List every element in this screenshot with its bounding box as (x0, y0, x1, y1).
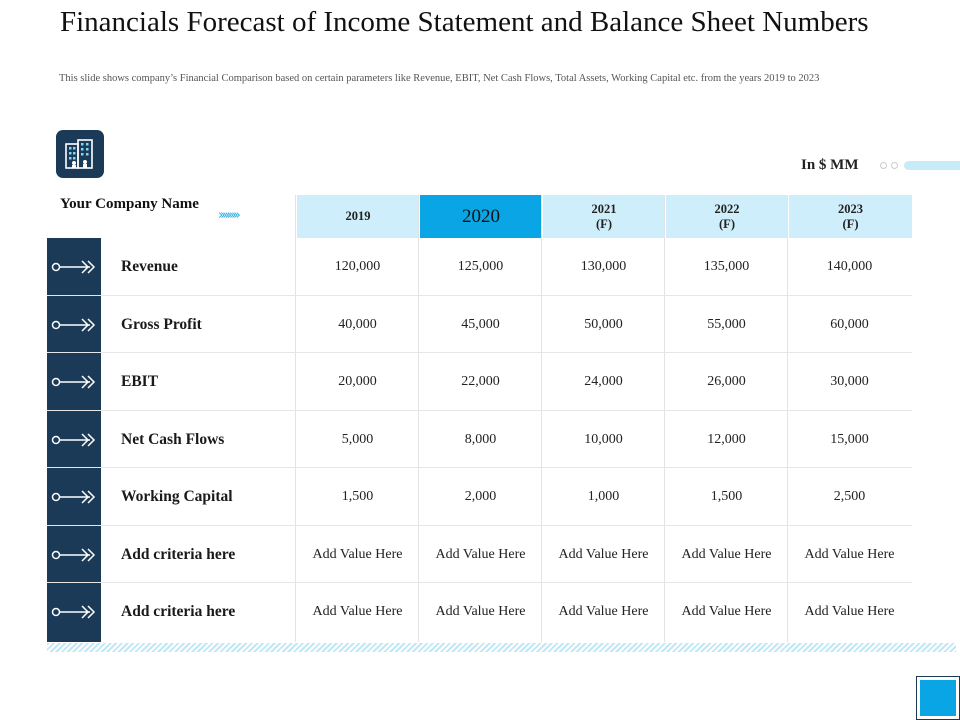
table-cell: 55,000 (707, 316, 746, 332)
table-cell: 2,000 (464, 489, 497, 504)
decor-pill (904, 161, 960, 170)
table-cell: 5,000 (341, 431, 374, 447)
arrow-icon (50, 430, 98, 450)
year-header-label: 2019 (345, 209, 371, 223)
table-cell: 20,000 (338, 374, 377, 389)
arrow-icon (50, 257, 98, 277)
year-header-label: 2020 (462, 206, 500, 227)
table-cell: 125,000 (457, 259, 504, 274)
row-label: EBIT (121, 373, 159, 390)
table-cell: Add Value Here (681, 604, 772, 619)
arrow-icon (50, 372, 98, 392)
table-cell: 15,000 (830, 431, 869, 447)
buildings-icon (56, 130, 104, 178)
units-label: In $ MM (801, 157, 859, 173)
table-cell: 1,000 (587, 489, 620, 504)
decor-hatch-strip (47, 643, 956, 652)
table-cell: 120,000 (334, 259, 381, 274)
year-header-2019 (296, 195, 419, 238)
table-cell: 135,000 (703, 259, 750, 274)
table-cell: Add Value Here (558, 604, 649, 619)
arrow-icon (50, 487, 98, 507)
arrow-icon (50, 545, 98, 565)
table-row (47, 583, 912, 641)
table-cell: 22,000 (461, 374, 500, 389)
table-cell: Add Value Here (681, 546, 772, 562)
table-row (47, 353, 912, 411)
decor-dot (880, 162, 887, 169)
table-row (47, 411, 912, 469)
year-header-suffix: (F) (596, 216, 612, 231)
row-label: Revenue (121, 258, 178, 275)
year-header-suffix: (F) (842, 216, 859, 231)
table-cell: Add Value Here (435, 604, 526, 619)
table-cell: 8,000 (464, 431, 497, 447)
year-header-2022 (665, 195, 788, 238)
table-cell: 24,000 (584, 374, 623, 389)
table-cell: 140,000 (826, 259, 873, 274)
row-label: Net Cash Flows (121, 430, 225, 448)
year-header-2021 (542, 195, 665, 238)
row-label: Add criteria here (121, 545, 236, 563)
table-row (47, 526, 912, 584)
table-row (47, 468, 912, 526)
year-header-label: 2023 (838, 201, 863, 216)
year-header-label: 2021 (591, 201, 617, 216)
chevron-right-icon: ››››››››› (218, 208, 238, 223)
table-row (47, 296, 912, 354)
row-label: Working Capital (121, 488, 233, 505)
table-cell: 2,500 (833, 489, 866, 504)
table-cell: 60,000 (830, 316, 869, 332)
slide-title: Financials Forecast of Income Statement and Balance Sheet Numbers (60, 6, 869, 38)
year-header-label: 2022 (714, 201, 740, 216)
year-header-2020 (419, 195, 542, 238)
table-cell: Add Value Here (312, 546, 403, 562)
table-cell: 1,500 (710, 489, 743, 504)
table-cell: Add Value Here (312, 604, 403, 619)
table-cell: 26,000 (707, 374, 746, 389)
table-cell: Add Value Here (558, 546, 649, 562)
table-cell: Add Value Here (804, 604, 895, 619)
table-cell: 10,000 (584, 431, 623, 447)
year-header-2023 (788, 195, 912, 238)
table-cell: Add Value Here (435, 546, 526, 562)
company-name-label: Your Company Name (60, 196, 199, 212)
table-cell: 45,000 (461, 316, 500, 332)
year-header-suffix: (F) (719, 216, 735, 231)
table-row (47, 238, 912, 296)
table-cell: 40,000 (338, 316, 377, 332)
table-cell: Add Value Here (804, 546, 895, 562)
row-label: Gross Profit (121, 315, 202, 333)
table-cell: 30,000 (830, 374, 869, 389)
table-cell: 50,000 (584, 316, 623, 332)
decor-dot (891, 162, 898, 169)
table-cell: 12,000 (707, 431, 746, 447)
decor-corner-square (920, 680, 956, 716)
arrow-icon (50, 602, 98, 622)
table-cell: 130,000 (580, 259, 627, 274)
row-label: Add criteria here (121, 603, 236, 620)
table-cell: 1,500 (341, 489, 374, 504)
slide-subtitle: This slide shows company’s Financial Comparison based on certain parameters like Revenue, EBIT, Net Cash Flows, Total Assets, Working Capital etc. from the years 2019 to 2023 (59, 73, 820, 84)
arrow-icon (50, 315, 98, 335)
